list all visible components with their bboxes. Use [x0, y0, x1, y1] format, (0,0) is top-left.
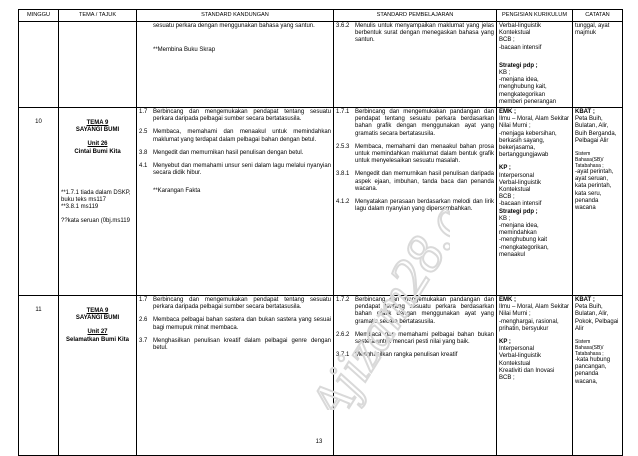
pk-line: -bacaan intensif: [499, 44, 542, 51]
sp-text: Menulis untuk menyampaikan maklumat yang jelas berbentuk surat dengan menegaskan bahasa yang santun.: [355, 23, 494, 44]
pk-line: KP ;: [499, 339, 511, 346]
header-minggu: MINGGU: [19, 10, 59, 22]
header-catatan: CATATAN: [573, 10, 623, 22]
tema-name: SAYANGI BUMI: [75, 127, 120, 134]
week-number: 10: [19, 108, 59, 296]
sk-item: [139, 163, 331, 177]
header-standard-kandungan: STANDARD KANDUNGAN: [137, 10, 334, 22]
catatan-line: Sistem Bahasa(SB)/ Tatabahasa ;: [575, 339, 604, 358]
catatan-line: Peta Buih, Bulatan, Alir, Pokok, Pelbagai Alir: [575, 304, 619, 332]
pk-cell: [497, 108, 573, 296]
pk-cell: [497, 22, 573, 108]
pk-line: berkasih sayang,: [499, 137, 545, 144]
catatan-line: Sistem Bahasa(SB)/ Tatabahasa ;: [575, 151, 604, 170]
theme-cell: [59, 108, 137, 296]
sp-text: Berbincang dan mengemukakan pandangan dan pendapat tentang sesuatu perkara berdasarkan bahan grafik dengan menggunakan ayat yang gramatis secara bertatasusila.: [355, 109, 494, 137]
pk-line: -menjaga kebersihan,: [499, 130, 557, 137]
sp-number: 4.1.2: [336, 199, 350, 206]
catatan-line: Peta Buih, Bulatan, Alir, Buih Berganda, Pelbagai Alir: [575, 116, 617, 144]
pk-line: EMK ;: [499, 297, 516, 304]
catatan-cell: [573, 22, 623, 108]
sk-text: Menyebut dan memahami unsur seni dalam lagu melalui nyanyian secara didik hibur.: [153, 163, 331, 177]
pk-line: -menghubung kait: [499, 237, 548, 244]
sk-text: Berbincang dan mengemukakan pendapat tentang sesuatu perkara daripada pelbagai sumber secara bertatasusila.: [153, 297, 331, 311]
sk-number: 3.8: [139, 149, 148, 156]
pk-line: Nilai Murni ;: [499, 123, 531, 130]
sp-item: [336, 23, 494, 45]
pk-line: menghubung kait,: [499, 84, 547, 91]
sp-text: Menyatakan perasaan berdasarkan melodi dan lirik lagu dalam nyanyian yang dipersembahkan.: [355, 199, 494, 213]
catatan-line: -kata hubung pancangan, penanda wacana,: [575, 357, 611, 385]
sp-number: 2.5.3: [336, 143, 350, 150]
sk-text: Mengedit dan memurnikan hasil penulisan dengan betul.: [153, 149, 304, 156]
catatan-line: tunggal, ayat majmuk: [575, 23, 610, 37]
sk-number: 1.7: [139, 109, 148, 116]
header-tema: TEMA / TAJUK: [59, 10, 137, 22]
header-standard-pembelajaran: STANDARD PEMBELAJARAN: [334, 10, 497, 22]
catatan-cell: [573, 108, 623, 296]
pk-line: Interpersonal: [499, 172, 535, 179]
pk-line: Verbal-linguistik: [499, 179, 542, 186]
sk-item: [139, 297, 331, 311]
pk-line: -menjana idea,: [499, 77, 539, 84]
sk-text: sesuatu perkara dengan menggunakan bahasa yang santun.: [153, 23, 315, 29]
sk-item: [139, 317, 331, 331]
sk-note: **Karangan Fakta: [153, 188, 201, 195]
pk-line: Verbal-linguistik: [499, 23, 542, 29]
sp-item: [336, 297, 494, 326]
tema-label: TEMA 9: [86, 308, 109, 315]
unit-title: Selamatkan Bumi Kita: [65, 336, 130, 343]
tema-name: SAYANGI BUMI: [75, 315, 120, 322]
sk-number: 2.5: [139, 129, 148, 136]
pk-line: -menjana idea,: [499, 223, 539, 230]
pk-line: Kreativiti dan Inovasi: [499, 367, 555, 374]
sp-item: [336, 199, 494, 213]
sp-number: 2.6.2: [336, 331, 350, 338]
table-header-row: [19, 10, 623, 22]
pk-line: memindahkan: [499, 230, 537, 237]
pk-line: mengkategorikan: [499, 91, 546, 98]
pk-line: Ilmu – Moral, Alam Sekitar: [499, 116, 570, 123]
note-line: **3.8.1 ms119: [61, 204, 99, 211]
sk-item: [139, 338, 331, 352]
catatan-cell: [573, 296, 623, 456]
sp-cell: [334, 108, 497, 296]
catatan-line: KBAT ;: [575, 109, 595, 116]
pk-line: EMK ;: [499, 109, 516, 116]
sk-number: 1.7: [139, 297, 148, 304]
sk-note: **Membina Buku Skrap: [153, 47, 216, 54]
sp-text: Menghasilkan rangka penulisan kreatif: [355, 352, 458, 359]
unit-title: Cintai Bumi Kita: [74, 148, 121, 155]
sk-cell: [137, 108, 334, 296]
catatan-line: -ayat perintah, ayat seruan, kata perintah, kata seru, penanda wacana: [575, 169, 614, 212]
sk-item: [139, 109, 331, 123]
sp-item: [336, 352, 494, 359]
sp-text: Membaca dan memahami pelbagai bahan bukan sastera untuk mencari pesti nilai yang baik.: [355, 331, 494, 346]
pk-line: Strategi pdp ;: [499, 208, 538, 215]
pk-line: -mengkategorikan,: [499, 244, 549, 251]
pk-line: Ilmu – Moral, Alam Sekitar: [499, 304, 570, 311]
sp-number: 1.7.2: [336, 297, 350, 304]
pk-line: Kontekstual: [499, 187, 531, 194]
pk-line: Strategi pdp ;: [499, 62, 538, 69]
pk-line: BCB ;: [499, 37, 515, 44]
lesson-plan-table: [18, 9, 623, 456]
header-pengisian-kurikulum: PENGISIAN KURIKULUM: [497, 10, 573, 22]
pk-line: Nilai Murni ;: [499, 311, 531, 318]
pk-line: KP ;: [499, 165, 511, 172]
tema-label: TEMA 9: [86, 120, 109, 127]
page-number: 13: [315, 439, 323, 445]
sp-number: 3.6.2: [336, 23, 350, 29]
pk-line: KB ;: [499, 70, 511, 77]
sk-text: Membaca, memahami dan menaakul untuk memindahkan maklumat yang terdapat dalam pelbagai bahan dengan betul.: [153, 129, 331, 143]
sp-text: Membaca, memahami dan menaakul bahan prosa untuk memindahkan maklumat dalam bentuk grafik untuk menyelesaikan sesuatu masalah.: [355, 143, 494, 165]
catatan-line: KBAT ;: [575, 297, 595, 304]
pk-line: Kontekstual: [499, 30, 531, 37]
unit-label: Unit 26: [87, 141, 108, 148]
pk-line: KB ;: [499, 215, 511, 222]
week-cell: [19, 22, 59, 108]
table-row: [19, 22, 623, 108]
sp-item: [336, 171, 494, 193]
sp-cell: [334, 296, 497, 456]
pk-line: bertanggungjawab: [499, 152, 549, 159]
pk-line: menaakul: [499, 251, 526, 258]
note-line: **1.7.1 tiada dalam DSKP, buku teks ms117: [61, 189, 131, 204]
sp-item: [336, 109, 494, 138]
sk-number: 2.6: [139, 317, 148, 324]
table-row: [19, 108, 623, 296]
pk-line: prihatin, bersyukur: [499, 325, 549, 332]
pk-line: BCB ;: [499, 375, 515, 382]
sp-number: 1.7.1: [336, 109, 350, 116]
pk-cell: [497, 296, 573, 456]
sk-item: [139, 129, 331, 143]
note-line: ??kata seruan (0bj.ms119: [61, 218, 130, 225]
sp-number: 3.7.1: [336, 352, 350, 359]
table-row: [19, 296, 623, 456]
pk-line: Interpersonal: [499, 346, 535, 353]
week-number: 11: [19, 296, 59, 456]
pk-line: Kontekstual: [499, 360, 531, 367]
sk-number: 3.7: [139, 337, 148, 344]
theme-cell: [59, 296, 137, 456]
theme-cell: [59, 22, 137, 108]
sp-cell: [334, 22, 497, 108]
watermark-text: Ajizam28.com: [297, 139, 450, 410]
pk-line: -menghargai, rasional,: [499, 318, 559, 325]
pk-line: Verbal-linguistik: [499, 353, 542, 360]
sp-text: Berbincang dan mengemukakan pandangan dan pendapat tentang sesuatu perkara berdasarkan bahan grafik dengan menggunakan ayat yang gramatis secara bertatasusila.: [355, 297, 494, 325]
sk-item: [139, 150, 331, 157]
sp-item: [336, 144, 494, 166]
sk-text: Menghasilkan penulisan kreatif dalam pelbagai genre dengan betul.: [153, 337, 331, 352]
sk-text: Berbincang dan mengemukakan pendapat tentang sesuatu perkara daripada pelbagai sumber secara bertatasusila.: [153, 109, 331, 123]
sp-item: [336, 332, 494, 346]
sp-number: 3.8.1: [336, 171, 350, 178]
unit-label: Unit 27: [87, 329, 108, 336]
sk-cell: [137, 296, 334, 456]
pk-line: BCB ;: [499, 194, 515, 201]
pk-line: -bacaan intensif: [499, 201, 542, 208]
pk-line: memberi penerangan: [499, 98, 557, 105]
sk-number: 4.1: [139, 163, 148, 170]
sp-text: Mengedit dan memurnikan hasil penulisan daripada aspek ejaan, imbuhan, tanda baca dan penanda wacana.: [355, 171, 494, 192]
pk-line: bekerjasama,: [499, 145, 536, 152]
sk-text: Membaca pelbagai bahan sastera dan bukan sastera yang sesuai bagi memupuk minat membaca.: [153, 317, 331, 331]
sk-cell: [137, 22, 334, 108]
